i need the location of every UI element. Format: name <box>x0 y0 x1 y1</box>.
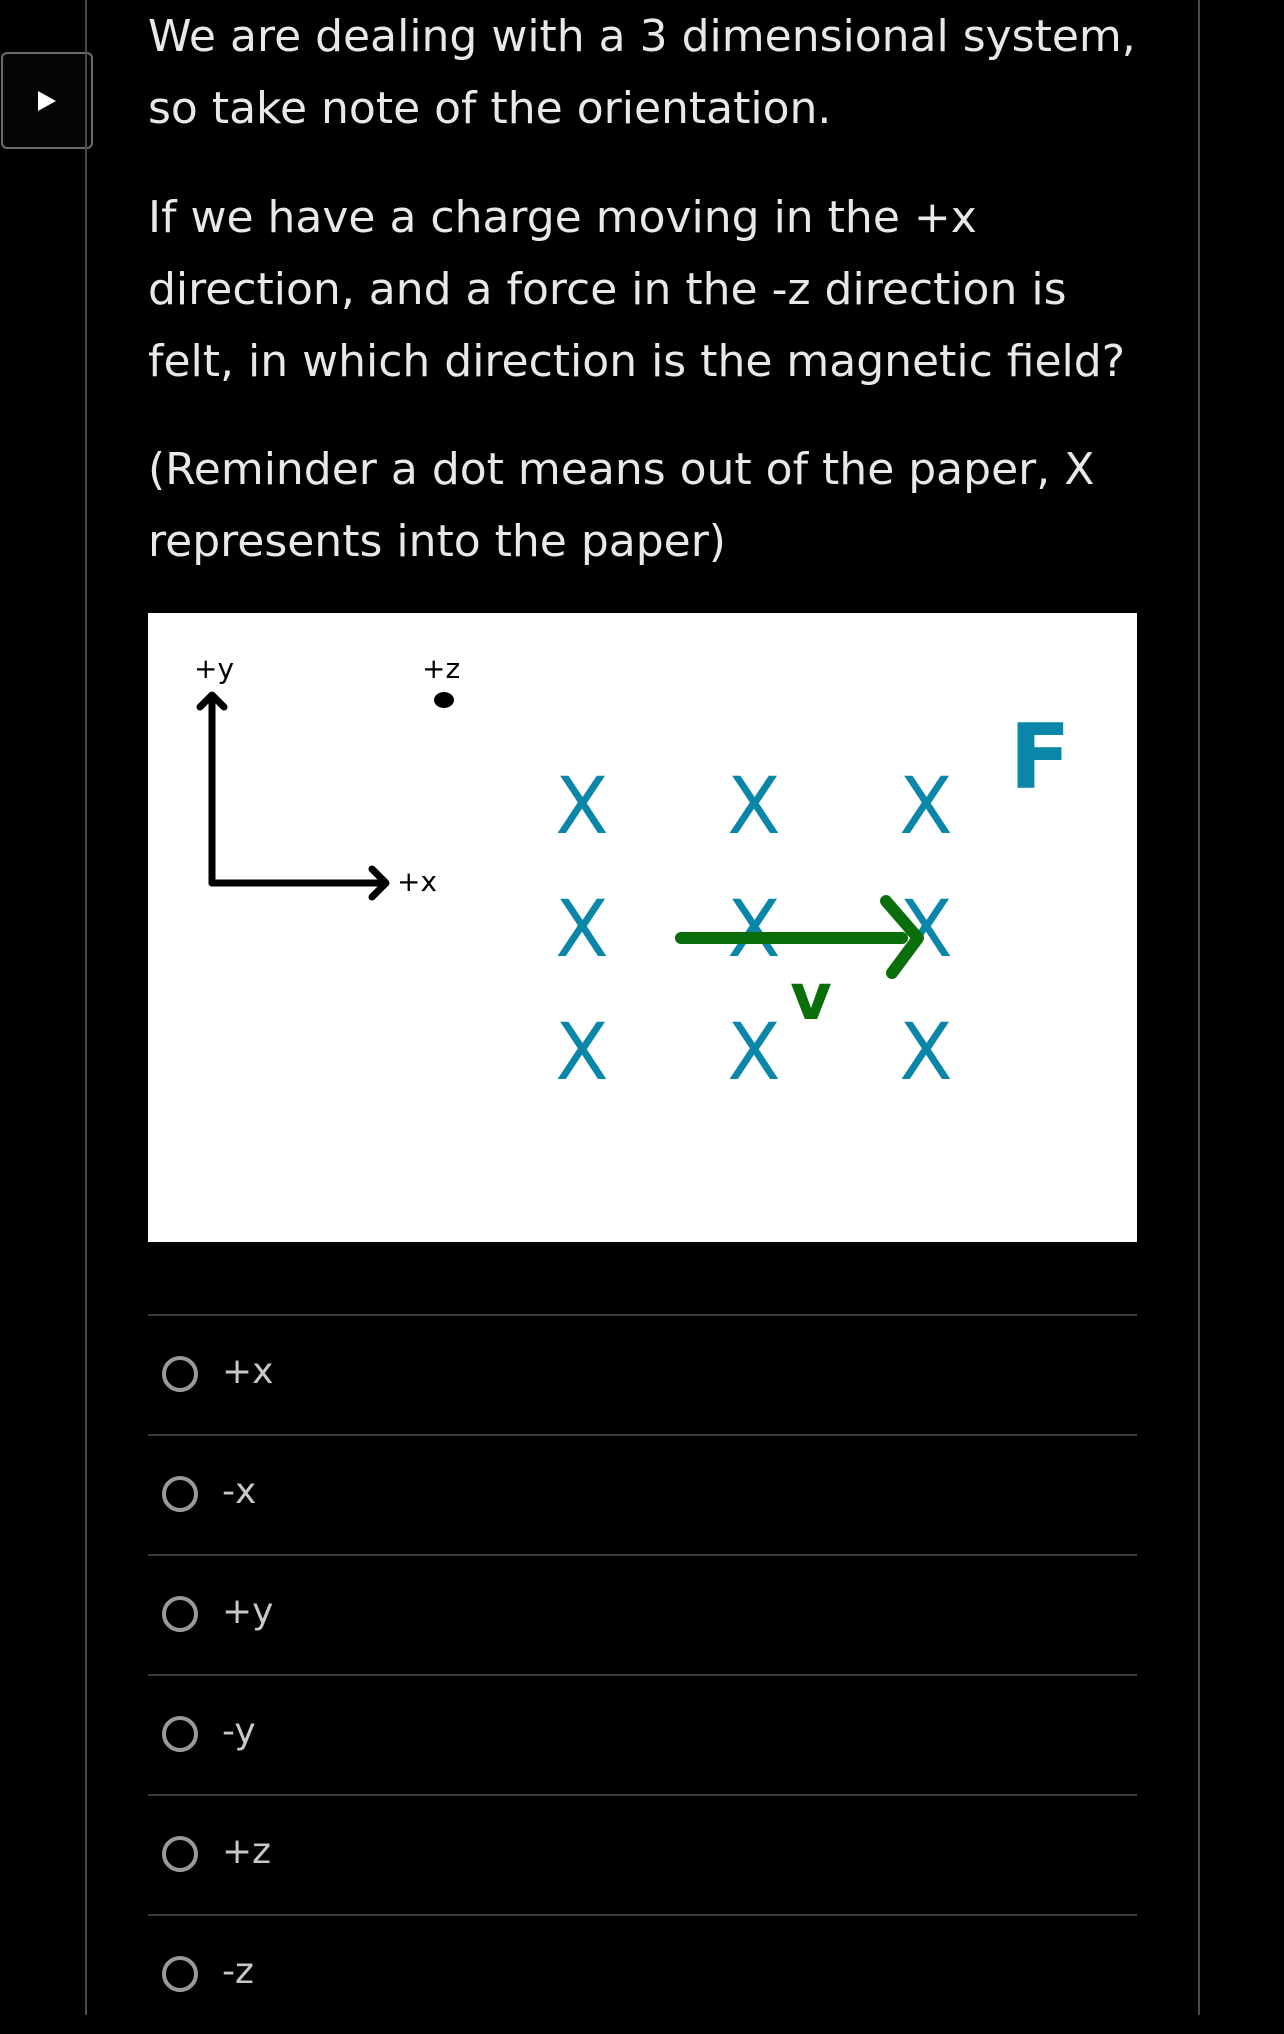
radio-button[interactable] <box>162 1836 198 1872</box>
field-x-mark: X <box>899 1008 953 1098</box>
magnetic-field-marks <box>555 762 952 1098</box>
field-x-mark: X <box>555 885 609 975</box>
axes <box>194 652 460 898</box>
force-label: F <box>1009 705 1071 810</box>
answer-option-label: +x <box>222 1351 274 1392</box>
play-button[interactable] <box>1 52 93 149</box>
answer-option-label: -z <box>222 1951 254 1992</box>
radio-button[interactable] <box>162 1596 198 1632</box>
answer-options <box>148 1314 1137 2034</box>
answer-option-label: -y <box>222 1711 256 1752</box>
answer-option[interactable] <box>148 1674 1137 1794</box>
answer-option[interactable] <box>148 1434 1137 1554</box>
answer-option[interactable] <box>148 1794 1137 1914</box>
x-axis-label: +x <box>397 865 438 898</box>
question-intro: We are dealing with a 3 dimensional system, so take note of the orientation. <box>148 11 1136 134</box>
radio-button[interactable] <box>162 1956 198 1992</box>
z-axis-dot <box>434 692 454 708</box>
answer-option[interactable] <box>148 1314 1137 1434</box>
question-figure <box>148 613 1137 1242</box>
velocity-label: v <box>790 961 832 1035</box>
answer-option[interactable] <box>148 1554 1137 1674</box>
field-x-mark: X <box>555 762 609 852</box>
question-reminder: (Reminder a dot means out of the paper, X represents into the paper) <box>148 444 1095 567</box>
radio-button[interactable] <box>162 1356 198 1392</box>
field-x-mark: X <box>555 1008 609 1098</box>
answer-option-label: +y <box>222 1591 274 1632</box>
field-x-mark: X <box>727 1008 781 1098</box>
answer-option-label: +z <box>222 1831 272 1872</box>
velocity-vector <box>681 901 918 1035</box>
field-x-mark: X <box>727 762 781 852</box>
question-prompt: If we have a charge moving in the +x direction, and a force in the -z direction is felt, in which direction is the magnetic field? <box>148 192 1126 387</box>
answer-option-label: -x <box>222 1471 257 1512</box>
z-axis-label: +z <box>422 652 461 685</box>
radio-button[interactable] <box>162 1716 198 1752</box>
field-x-mark: X <box>727 885 781 975</box>
field-x-mark: X <box>899 762 953 852</box>
answer-option[interactable] <box>148 1914 1137 2034</box>
field-x-mark: X <box>899 885 953 975</box>
radio-button[interactable] <box>162 1476 198 1512</box>
play-icon <box>36 89 58 113</box>
y-axis-label: +y <box>194 652 235 685</box>
figure-diagram <box>148 613 1137 1242</box>
